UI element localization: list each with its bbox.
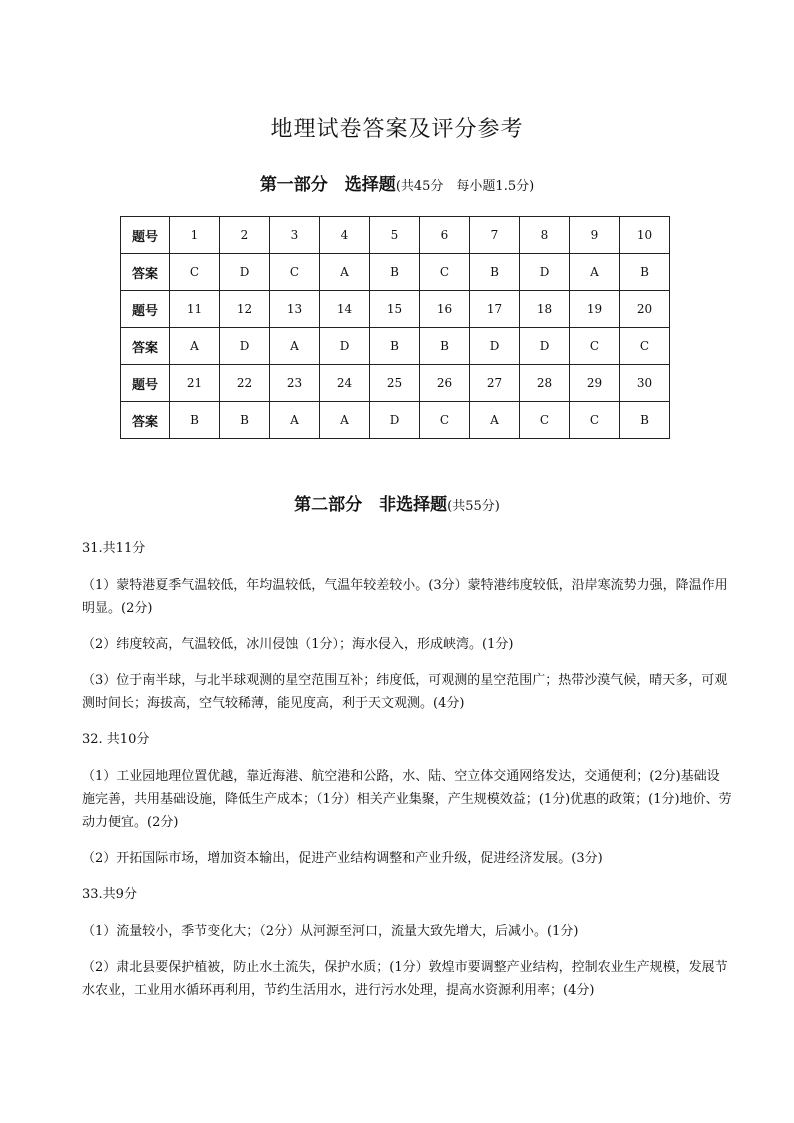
table-cell: 9 <box>570 217 620 254</box>
table-cell: 21 <box>170 365 220 402</box>
table-cell: C <box>270 254 320 291</box>
table-cell: C <box>620 328 670 365</box>
table-cell: D <box>220 328 270 365</box>
part2-header <box>0 490 794 515</box>
table-cell: B <box>370 328 420 365</box>
table-cell: A <box>320 254 370 291</box>
table-cell: B <box>620 402 670 439</box>
table-cell: 28 <box>520 365 570 402</box>
table-cell: B <box>220 402 270 439</box>
q33-answer-2: （2）肃北县要保护植被，防止水土流失，保护水质；(1分）敦煌市要调整产业结构，控制农业生产规模，发展节水农业，工业用水循环再利用，节约生活用水，进行污水处理，提高水资源利用率；(4分) <box>82 960 728 998</box>
table-cell: 16 <box>420 291 470 328</box>
row-label: 题号 <box>121 291 170 328</box>
table-cell: C <box>570 402 620 439</box>
part1-header <box>0 170 794 195</box>
table-cell: A <box>270 328 320 365</box>
table-cell: A <box>170 328 220 365</box>
table-row <box>121 254 670 291</box>
table-cell: C <box>420 402 470 439</box>
answer-content <box>82 537 732 1015</box>
table-row <box>121 402 670 439</box>
table-cell: 19 <box>570 291 620 328</box>
q33-answer-1: （1）流量较小，季节变化大；（2分）从河源至河口，流量大致先增大，后减小。(1分) <box>82 924 579 939</box>
table-cell: 25 <box>370 365 420 402</box>
table-row <box>121 291 670 328</box>
table-cell: 29 <box>570 365 620 402</box>
q31-answer-2: （2）纬度较高，气温较低，冰川侵蚀（1分）；海水侵入，形成峡湾。(1分) <box>82 637 514 652</box>
table-cell: 4 <box>320 217 370 254</box>
row-label: 答案 <box>121 254 170 291</box>
page-title: 地理试卷答案及评分参考 <box>270 117 524 142</box>
q31-answer-3: （3）位于南半球，与北半球观测的星空范围互补；纬度低，可观测的星空范围广；热带沙漠气候，晴天多，可观测时间长；海拔高，空气较稀薄，能见度高，利于天文观测。(4分) <box>82 673 728 711</box>
table-cell: 24 <box>320 365 370 402</box>
q32-answer-1: （1）工业园地理位置优越，靠近海港、航空港和公路，水、陆、空立体交通网络发达，交通便利；(2分)基础设施完善，共用基础设施，降低生产成本；（1分）相关产业集聚，产生规模效益；(1分)优惠的政策；(1分)地价、劳动力便宜。(2分) <box>82 769 732 830</box>
table-cell: B <box>370 254 420 291</box>
table-cell: 11 <box>170 291 220 328</box>
table-cell: B <box>170 402 220 439</box>
row-label: 答案 <box>121 328 170 365</box>
table-cell: 5 <box>370 217 420 254</box>
part1-heading: 第一部分 选择题 <box>259 175 396 195</box>
table-cell: 18 <box>520 291 570 328</box>
table-cell: 10 <box>620 217 670 254</box>
table-cell: 8 <box>520 217 570 254</box>
table-cell: 3 <box>270 217 320 254</box>
table-cell: 1 <box>170 217 220 254</box>
table-cell: C <box>520 402 570 439</box>
table-cell: 23 <box>270 365 320 402</box>
table-cell: B <box>470 254 520 291</box>
table-cell: A <box>270 402 320 439</box>
part1-note: (共45分 每小题1.5分) <box>395 179 535 194</box>
table-cell: 22 <box>220 365 270 402</box>
table-cell: D <box>370 402 420 439</box>
table-cell: D <box>520 328 570 365</box>
table-cell: B <box>420 328 470 365</box>
table-cell: 2 <box>220 217 270 254</box>
row-label: 题号 <box>121 217 170 254</box>
table-cell: 15 <box>370 291 420 328</box>
row-label: 答案 <box>121 402 170 439</box>
question-33-head: 33.共9分 <box>82 887 137 902</box>
table-cell: A <box>320 402 370 439</box>
table-cell: A <box>570 254 620 291</box>
table-cell: 12 <box>220 291 270 328</box>
row-label: 题号 <box>121 365 170 402</box>
table-cell: 20 <box>620 291 670 328</box>
table-cell: C <box>170 254 220 291</box>
table-cell: 7 <box>470 217 520 254</box>
table-cell: 30 <box>620 365 670 402</box>
question-32-head: 32. 共10分 <box>82 732 150 747</box>
question-31-head: 31.共11分 <box>82 541 146 556</box>
table-cell: 26 <box>420 365 470 402</box>
q31-answer-1: （1）蒙特港夏季气温较低，年均温较低，气温年较差较小。(3分）蒙特港纬度较低，沿岸寒流势力强，降温作用明显。(2分) <box>82 578 728 616</box>
table-cell: 17 <box>470 291 520 328</box>
table-cell: D <box>470 328 520 365</box>
table-cell: 13 <box>270 291 320 328</box>
table-cell: 6 <box>420 217 470 254</box>
part2-heading: 第二部分 非选择题 <box>294 495 448 515</box>
table-cell: C <box>570 328 620 365</box>
table-row <box>121 365 670 402</box>
table-cell: D <box>520 254 570 291</box>
table-row <box>121 328 670 365</box>
table-cell: C <box>420 254 470 291</box>
table-cell: D <box>220 254 270 291</box>
table-cell: 14 <box>320 291 370 328</box>
answer-table <box>120 216 670 439</box>
table-row <box>121 217 670 254</box>
table-cell: B <box>620 254 670 291</box>
table-cell: A <box>470 402 520 439</box>
q32-answer-2: （2）开拓国际市场，增加资本输出，促进产业结构调整和产业升级，促进经济发展。(3分) <box>82 851 603 866</box>
part2-note: (共55分) <box>447 499 500 514</box>
table-cell: D <box>320 328 370 365</box>
table-cell: 27 <box>470 365 520 402</box>
